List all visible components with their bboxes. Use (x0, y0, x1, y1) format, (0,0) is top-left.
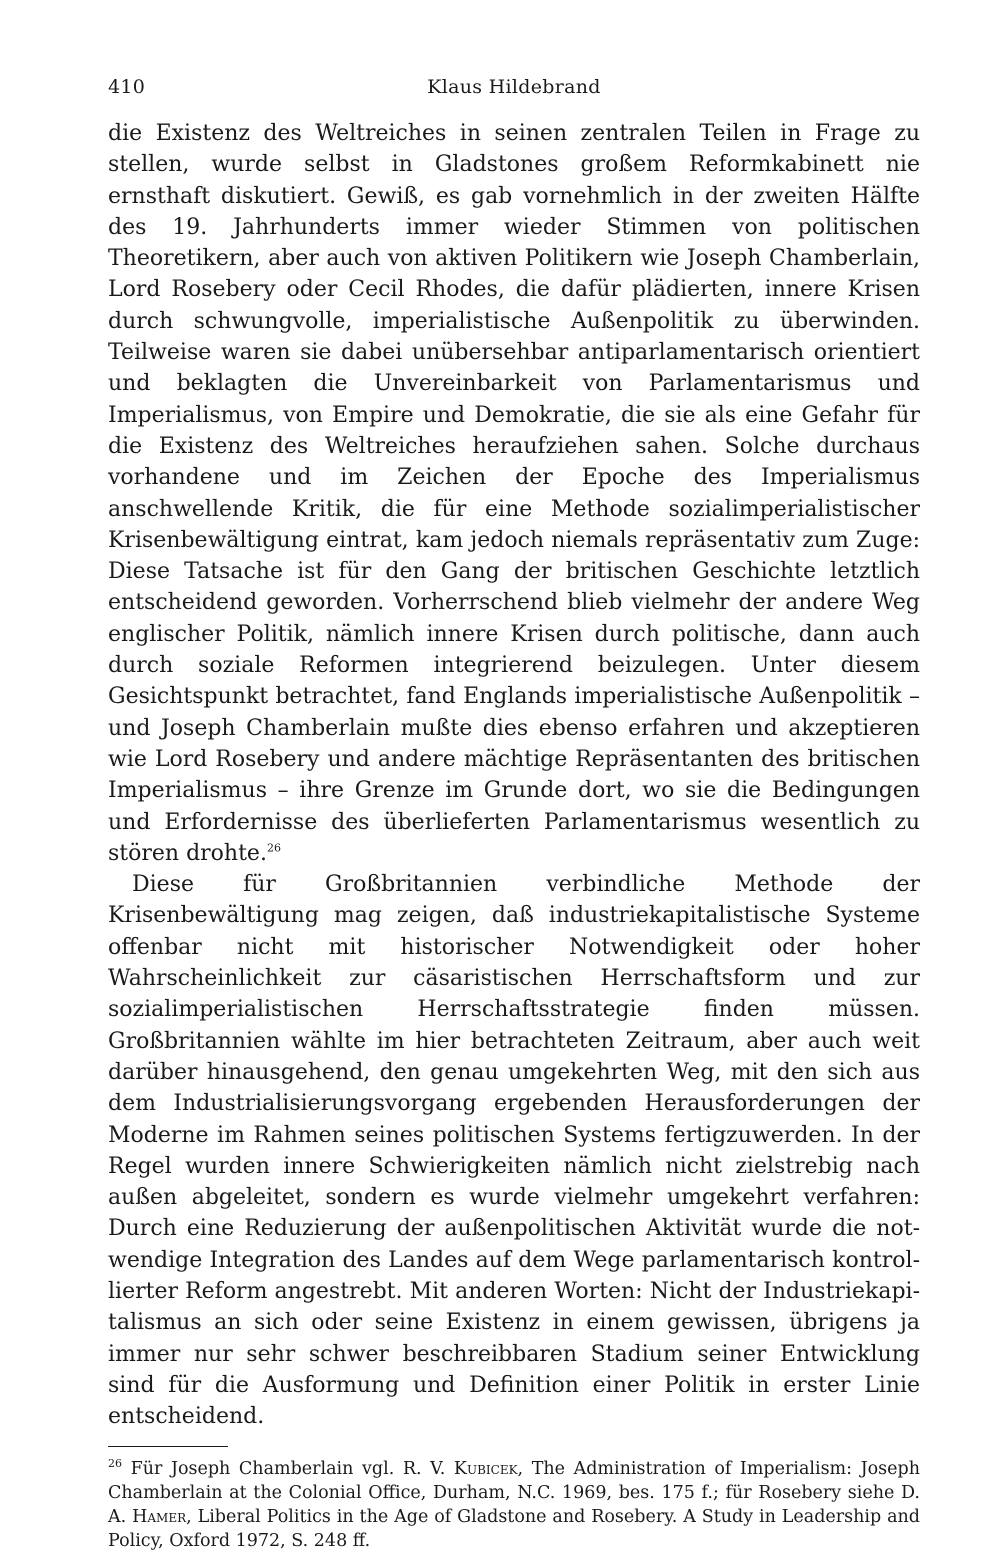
footnote-separator (108, 1446, 228, 1447)
paragraph-2: Diese für Großbritannien verbindliche Methode der Krisenbewältigung mag zeigen, daß industriekapitalistische Systeme offenbar nicht mit historischer Notwendigkeit oder hoher Wahrscheinlichkeit zur cäsaristischen Herrschaftsform und zur sozialimperialistischen Herrschaftsstrategie finden müssen. Großbritannien wählte im hier betrachteten Zeitraum, aber auch weit darüber hinausgehend, den genau umgekehrten Weg, mit den sich aus dem Industrialisierungsvorgang ergebenden Herausforderungen der Moderne im Rahmen seines politischen Systems fertigzuwerden. In der Regel wurden innere Schwierigkeiten nämlich nicht zielstrebig nach außen abgeleitet, sondern es wurde vielmehr umgekehrt verfahren: Durch eine Reduzierung der außenpolitischen Aktivität wurde die notwendige Integration des Landes auf dem Wege parlamentarisch kontrollierter Reform angestrebt. Mit anderen Worten: Nicht der Industriekapitalismus an sich oder seine Existenz in einem gewissen, übrigens ja immer nur sehr schwer beschreibbaren Stadium seiner Entwicklung sind für die Ausformung und Definition einer Politik in erster Linie entscheidend. (108, 872, 920, 1430)
footnote-author-hamer: Hamer (132, 1507, 187, 1528)
footnote-number: 26 (108, 1457, 122, 1471)
paragraph-1 (108, 118, 920, 869)
footnote (108, 1457, 920, 1553)
running-title: Klaus Hildebrand (427, 76, 601, 98)
footnote-text-part-3: , Liberal Politics in the Age of Gladstone and Rosebery. A Study in Leadership and Policy, Oxford 1972, S. 248 ff. (108, 1507, 920, 1552)
running-head (108, 70, 920, 106)
main-text (108, 118, 920, 1432)
paragraph-1-text: die Existenz des Weltreiches in seinen zentralen Teilen in Frage zu stellen, wurde selbst in Gladstones großem Reformkabinett nie ernsthaft diskutiert. Gewiß, es gab vornehmlich in der zweiten Hälfte des 19. Jahrhunderts immer wieder Stimmen von politischen Theoretikern, aber auch von aktiven Politikern wie Joseph Chamberlain, Lord Rosebery oder Cecil Rhodes, die dafür plädierten, innere Krisen durch schwungvolle, imperialistische Außenpolitik zu überwinden. Teilweise waren sie dabei unübersehbar antiparlamentarisch orientiert und beklagten die Unvereinbarkeit von Parlamentarismus und Imperialismus, von Empire und Demokratie, die sie als eine Gefahr für die Existenz des Weltreiches heraufziehen sahen. Solche durchaus vorhandene und im Zeichen der Epoche des Imperialismus anschwellende Kritik, die für eine Methode sozialimperialistischer Krisenbewältigung eintrat, kam jedoch niemals repräsentativ zum Zuge: Diese Tatsache ist für den Gang der britischen Geschichte letztlich entscheidend geworden. Vorherrschend blieb vielmehr der andere Weg englischer Politik, nämlich innere Krisen durch politische, dann auch durch soziale Reformen integrierend beizulegen. Unter diesem Gesichtspunkt betrachtet, fand Englands imperialistische Außenpolitik – und Joseph Chamberlain mußte dies ebenso erfahren und akzeptieren wie Lord Rosebery und andere mächtige Repräsentanten des britischen Imperialismus – ihre Grenze im Grunde dort, wo sie die Bedingungen und Erfordernisse des überlieferten Parlamentarismus wesentlich zu stören drohte. (108, 121, 920, 866)
footnote-reference[interactable]: 26 (266, 841, 281, 855)
page-number: 410 (108, 76, 146, 98)
book-page (108, 70, 920, 1553)
footnote-text-part-2: , The Administration of Imperialism: Joseph Chamberlain at the Colonial Office, Durham, N.C. 1969, bes. 175 f.; für Rosebery siehe D. A. (108, 1459, 920, 1528)
footnote-author-kubicek: Kubicek (453, 1459, 518, 1480)
footnote-text-part-1: Für Joseph Chamberlain vgl. R. V. (130, 1459, 454, 1480)
